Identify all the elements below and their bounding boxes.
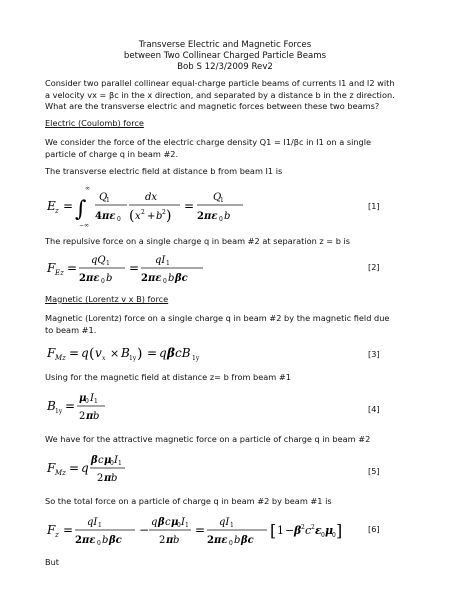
svg-text:0: 0 [332,532,336,539]
svg-text:2: 2 [207,535,214,546]
svg-text:=: = [63,199,74,213]
equation-lorentz-force [45,340,375,366]
svg-text:1y: 1y [129,355,137,362]
svg-text:b: b [93,411,100,422]
intro-line-2: a velocity vx = βc in the x direction, and separated by a distance b in the z direction. [45,89,395,100]
svg-text:dx: dx [145,192,158,203]
svg-text:βc: βc [109,535,122,546]
svg-text:β: β [158,517,165,528]
svg-text:πε: πε [148,273,162,284]
svg-text:=: = [65,399,76,413]
equation-number-1: [1] [368,201,380,211]
svg-text:π: π [166,535,174,546]
repulsive-force-intro: The repulsive force on a single charge q in beam #2 at separation z = b is [45,236,351,246]
svg-text:1: 1 [98,522,102,529]
svg-text:z: z [55,531,59,539]
svg-text:1: 1 [230,522,234,529]
equation-attractive-force [45,450,375,490]
svg-text:μ: μ [325,524,334,537]
svg-text:0: 0 [101,278,105,285]
intro-line-1: Consider two parallel collinear equal-charge particle beams of currents I1 and I2 with [45,78,395,88]
svg-text:qI: qI [87,517,98,528]
svg-text:+: + [147,211,156,222]
svg-text:I: I [90,393,94,404]
svg-text:Mz: Mz [55,354,66,362]
svg-text:πε: πε [86,273,100,284]
electric-para-line-1: We consider the force of the electric charge density Q1 = I1/βc in I1 on a single [45,137,372,147]
equation-number-2: [2] [368,262,380,272]
svg-text:2: 2 [141,209,145,216]
but-line: But [45,557,60,567]
svg-text:c: c [98,455,104,466]
svg-text:×: × [110,347,120,360]
svg-text:2: 2 [197,211,204,222]
svg-text:0: 0 [85,398,89,405]
svg-text:1: 1 [106,197,110,204]
svg-text:=: = [129,261,140,275]
svg-text:v: v [95,346,102,360]
svg-text:x: x [102,355,106,362]
svg-text:F: F [47,261,56,275]
svg-text:πε: πε [102,211,116,222]
svg-text:4: 4 [95,211,102,222]
svg-text:): ) [166,208,172,224]
svg-text:πε: πε [204,211,218,222]
svg-text:1: 1 [185,522,189,529]
svg-text:Ez: Ez [55,269,64,277]
svg-text:b: b [111,473,118,484]
svg-text:=: = [147,346,158,360]
svg-text:2: 2 [159,535,166,546]
svg-text:−: − [139,523,150,537]
svg-text:0: 0 [321,532,325,539]
svg-text:2: 2 [97,473,104,484]
svg-text:1: 1 [166,260,170,267]
svg-text:=: = [69,346,80,360]
equation-total-force [45,512,375,552]
svg-text:2: 2 [75,535,82,546]
svg-text:Mz: Mz [55,469,66,477]
svg-text:2: 2 [79,273,86,284]
svg-text:b: b [234,535,241,546]
svg-text:−∞: −∞ [79,222,90,229]
svg-text:=: = [69,461,80,475]
svg-text:0: 0 [163,278,167,285]
svg-text:I: I [114,455,118,466]
svg-text:2: 2 [79,411,86,422]
svg-text:π: π [86,411,94,422]
svg-text:1: 1 [106,260,110,267]
equation-number-6: [6] [368,524,380,534]
svg-text:2: 2 [301,524,305,531]
svg-text:F: F [47,461,56,475]
svg-text:(: ( [129,208,135,224]
svg-text:μ: μ [79,393,87,404]
svg-text:qI: qI [155,255,166,266]
equation-number-4: [4] [368,404,380,414]
svg-text:β: β [91,455,98,466]
svg-text:β: β [167,346,175,360]
svg-text:0: 0 [177,522,181,529]
svg-text:c: c [165,517,171,528]
attractive-force-intro: We have for the attractive magnetic force on a particle of charge q in beam #2 [45,434,371,444]
svg-text:=: = [67,261,78,275]
svg-text:βc: βc [241,535,254,546]
svg-text:−: − [285,524,295,537]
svg-text:b: b [106,273,113,284]
svg-text:q: q [81,461,89,475]
svg-text:Q: Q [99,192,108,203]
svg-text:1y: 1y [192,355,200,362]
heading-electric-force: Electric (Coulomb) force [45,118,144,128]
svg-text:1: 1 [220,197,224,204]
svg-text:[: [ [270,521,277,540]
svg-text:1y: 1y [55,408,63,415]
svg-text:E: E [47,199,56,213]
svg-text:μ: μ [171,517,179,528]
svg-text:=: = [195,523,206,537]
electric-field-intro: The transverse electric field at distance b from beam I1 is [45,166,283,176]
svg-text:μ: μ [104,455,112,466]
svg-text:I: I [181,517,185,528]
svg-text:∫: ∫ [75,197,87,222]
svg-text:βc: βc [175,273,188,284]
svg-text:qI: qI [219,517,230,528]
svg-text:1: 1 [118,460,122,467]
electric-para-line-2: particle of charge q in beam #2. [45,148,179,159]
svg-text:0: 0 [219,216,223,223]
svg-text:b: b [173,535,180,546]
intro-line-3: What are the transverse electric and magnetic forces between these two beams? [45,101,380,112]
title-line-1: Transverse Electric and Magnetic Forces [138,40,312,50]
svg-text:Q: Q [213,192,222,203]
equation-number-5: [5] [368,466,380,476]
svg-text:0: 0 [97,540,101,547]
svg-text:B: B [121,346,130,360]
svg-text:1: 1 [94,398,98,405]
magnetic-para-line-2: to beam #1. [45,324,97,335]
svg-text:=: = [63,523,74,537]
svg-text:c: c [305,524,312,537]
svg-text:π: π [104,473,112,484]
svg-text:2: 2 [162,209,166,216]
svg-text:∞: ∞ [85,185,90,192]
svg-text:b: b [102,535,109,546]
svg-text:q: q [151,517,158,528]
svg-text:z: z [55,207,59,215]
svg-text:x: x [135,211,141,222]
title-line-2: between Two Collinear Charged Particle Beams [123,51,327,61]
svg-text:=: = [184,199,195,213]
equation-number-3: [3] [368,349,380,359]
svg-text:]: ] [336,521,343,540]
svg-text:q: q [81,346,89,360]
magnetic-para-line-1: Magnetic (Lorentz) force on a single charge q in beam #2 by the magnetic field due [45,313,390,323]
title-line-3: Bob S 12/3/2009 Rev2 [177,62,273,72]
svg-text:F: F [47,523,56,537]
heading-magnetic-force: Magnetic (Lorentz v x B) force [45,294,169,304]
svg-text:2: 2 [141,273,148,284]
equation-magnetic-field [45,388,375,428]
total-force-intro: So the total force on a particle of charge q in beam #2 by beam #1 is [45,496,332,506]
svg-text:2: 2 [311,524,315,531]
svg-text:qQ: qQ [91,255,106,266]
svg-text:(: ( [89,346,95,362]
svg-text:B: B [47,399,56,413]
svg-text:b: b [168,273,175,284]
svg-text:πε: πε [82,535,96,546]
svg-text:F: F [47,346,56,360]
svg-text:b: b [224,211,231,222]
equation-electric-field [45,180,375,232]
svg-text:ε: ε [315,524,322,537]
svg-text:): ) [137,346,143,362]
svg-text:0: 0 [117,216,121,223]
svg-text:q: q [159,346,167,360]
svg-text:1: 1 [277,524,284,537]
svg-text:β: β [294,524,302,537]
svg-text:πε: πε [214,535,228,546]
svg-text:0: 0 [229,540,233,547]
magnetic-field-intro: Using for the magnetic field at distance z= b from beam #1 [45,372,291,382]
svg-text:0: 0 [110,460,114,467]
svg-text:cB: cB [175,346,191,360]
svg-text:b: b [156,211,163,222]
equation-repulsive-force [45,250,375,290]
